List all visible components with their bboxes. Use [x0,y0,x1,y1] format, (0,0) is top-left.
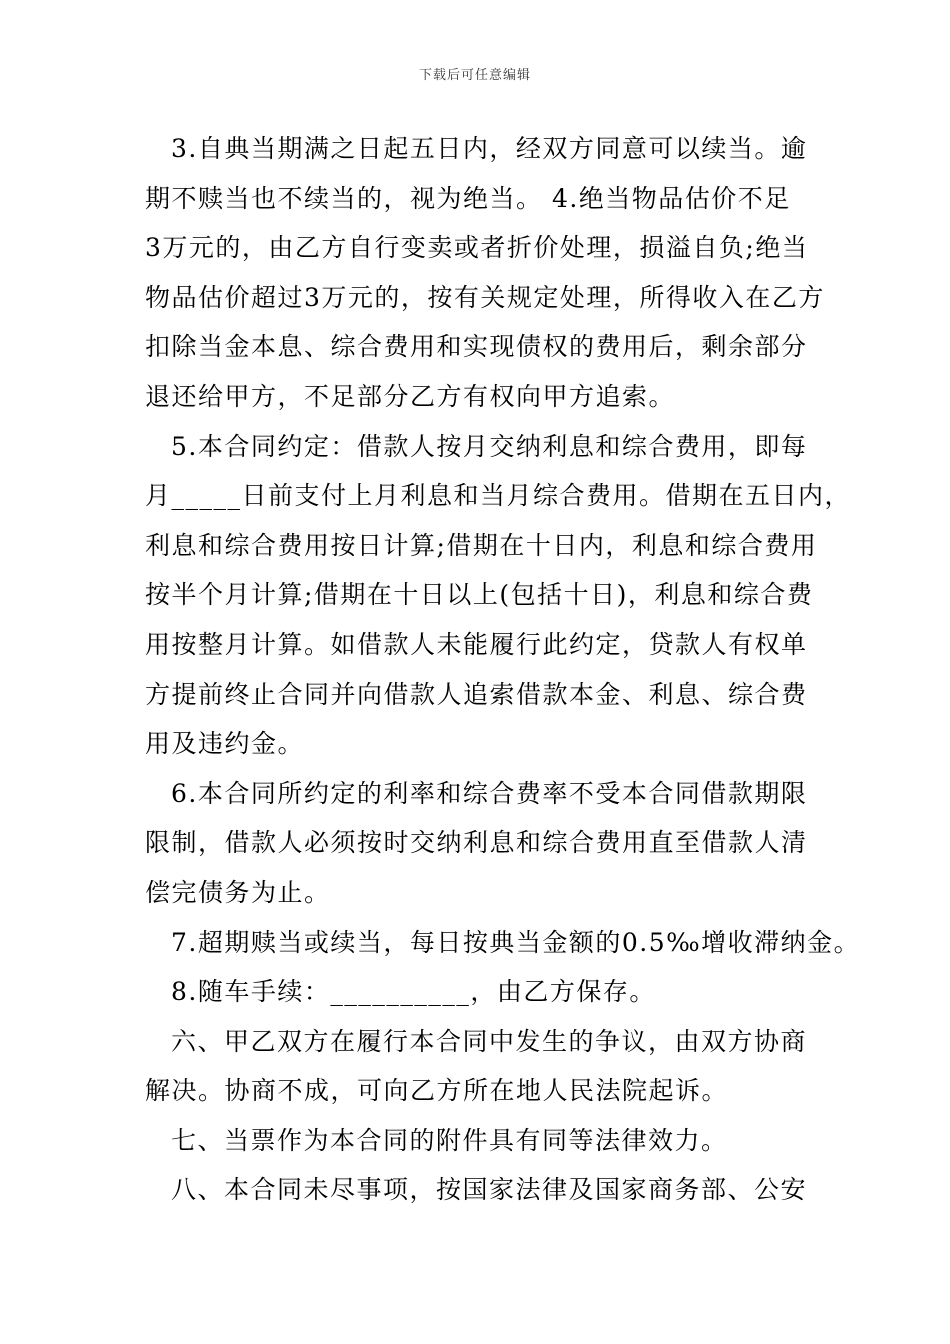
text-line: 用及违约金。 [145,729,305,759]
text-line: 期不赎当也不续当的，视为绝当。 4.绝当物品估价不足 [145,183,791,213]
text-line: 月_____日前支付上月利息和当月综合费用。借期在五日内， [145,481,852,511]
text-line: 限制，借款人必须按时交纳利息和综合费用直至借款人清 [145,828,808,858]
text-line: 退还给甲方，不足部分乙方有权向甲方追索。 [145,381,676,411]
document-body [145,124,861,1215]
text-line: 用按整月计算。如借款人未能履行此约定，贷款人有权单 [145,629,808,659]
text-line: 方提前终止合同并向借款人追索借款本金、利息、综合费 [145,679,808,709]
text-line: 利息和综合费用按日计算;借期在十日内，利息和综合费用 [145,530,818,560]
page-header: 下载后可任意编辑 [418,68,531,83]
text-line: 七、当票作为本合同的附件具有同等法律效力。 [171,1125,728,1155]
text-line: 八、本合同未尽事项，按国家法律及国家商务部、公安 [171,1175,808,1205]
text-line: 按半个月计算;借期在十日以上(包括十日)，利息和综合费 [145,580,814,610]
text-line: 3万元的，由乙方自行变卖或者折价处理，损溢自负;绝当 [145,233,809,263]
text-line: 6.本合同所约定的利率和综合费率不受本合同借款期限 [171,778,808,808]
text-line: 3.自典当期满之日起五日内，经双方同意可以续当。逾 [171,134,808,163]
text-line: 解决。协商不成，可向乙方所在地人民法院起诉。 [145,1076,729,1106]
text-line: 六、甲乙双方在履行本合同中发生的争议，由双方协商 [171,1026,808,1056]
text-line: 物品估价超过3万元的，按有关规定处理，所得收入在乙方 [145,282,825,312]
text-line: 扣除当金本息、综合费用和实现债权的费用后，剩余部分 [145,332,808,362]
text-line: 偿完债务为止。 [145,877,331,907]
text-line: 8.随车手续：__________，由乙方保存。 [171,977,656,1007]
text-line: 7.超期赎当或续当，每日按典当金额的0.5‰增收滞纳金。 [171,927,861,957]
text-line: 5.本合同约定：借款人按月交纳利息和综合费用，即每 [171,431,808,461]
